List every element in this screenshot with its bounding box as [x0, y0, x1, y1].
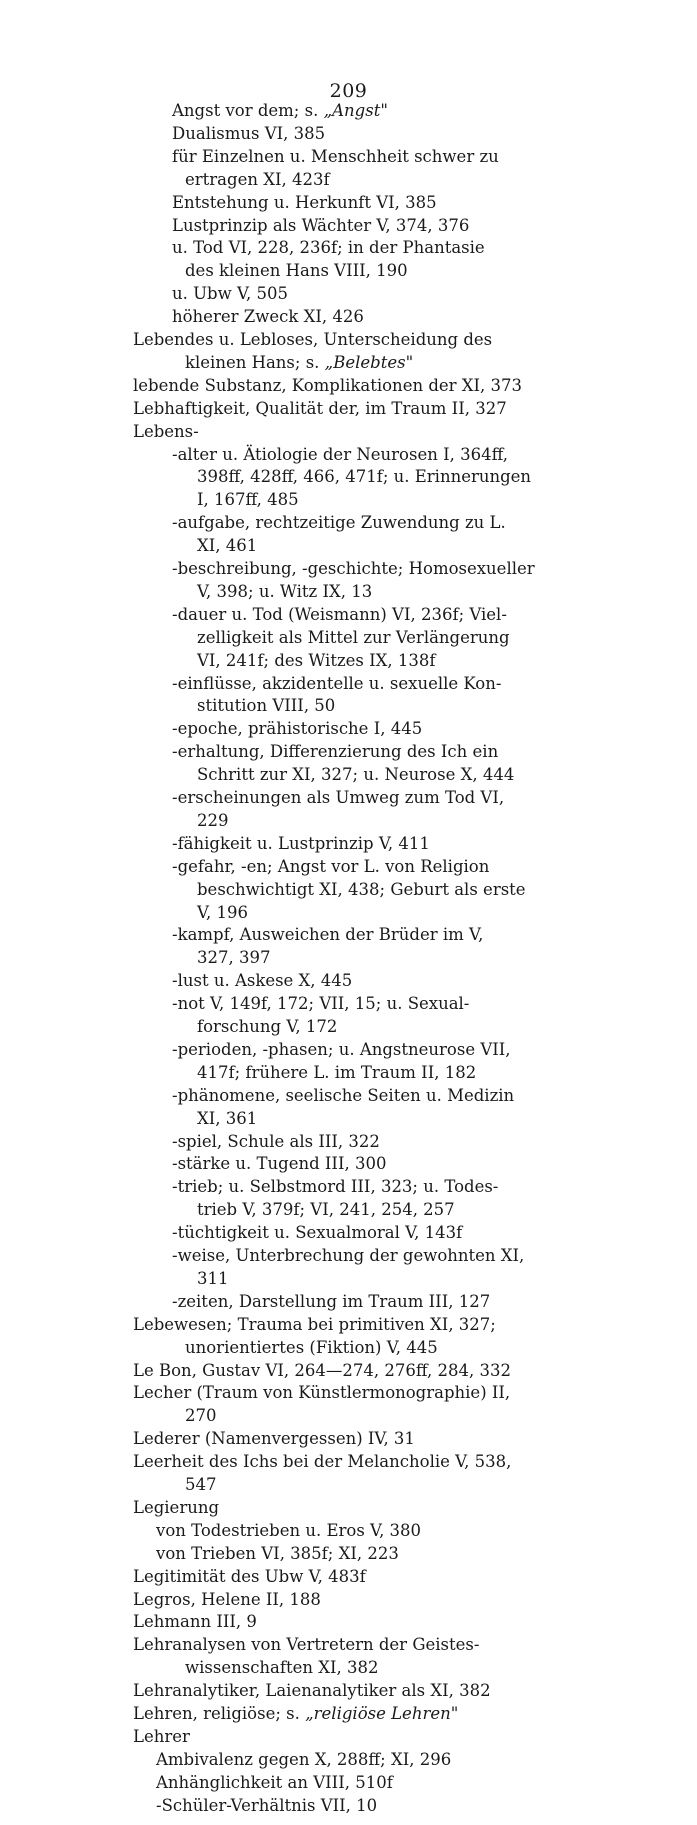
index-line: ertragen XI, 423f: [185, 169, 330, 189]
index-line: u. Ubw V, 505: [172, 284, 288, 304]
index-line: lebende Substanz, Komplikationen der XI, 373: [133, 375, 523, 395]
index-line: Lebhaftigkeit, Qualität der, im Traum II, 327: [133, 398, 507, 418]
index-line: Ambivalenz gegen X, 288ff; XI, 296: [156, 1749, 452, 1769]
index-line: XI, 361: [197, 1108, 258, 1128]
index-line: -beschreibung, -geschichte; Homosexueller: [172, 559, 535, 578]
index-line: 311: [197, 1268, 229, 1288]
index-line: -stärke u. Tugend III, 300: [172, 1154, 387, 1174]
index-line: I, 167ff, 485: [197, 490, 299, 510]
index-line: des kleinen Hans VIII, 190: [185, 261, 408, 281]
index-line: unorientiertes (Fiktion) V, 445: [185, 1337, 438, 1357]
index-line: Lehranalytiker, Laienanalytiker als XI, 382: [133, 1681, 491, 1701]
index-line: Legitimität des Ubw V, 483f: [133, 1566, 366, 1586]
index-line: forschung V, 172: [197, 1017, 338, 1036]
index-line: u. Tod VI, 228, 236f; in der Phantasie: [172, 238, 485, 258]
index-line: zelligkeit als Mittel zur Verlängerung: [197, 627, 510, 647]
index-line: trieb V, 379f; VI, 241, 254, 257: [197, 1200, 455, 1220]
index-line: -zeiten, Darstellung im Traum III, 127: [172, 1291, 491, 1311]
index-line: -trieb; u. Selbstmord III, 323; u. Todes-: [172, 1177, 499, 1197]
index-line: -einflüsse, akzidentelle u. sexuelle Kon-: [172, 673, 502, 693]
index-line: Lederer (Namenvergessen) IV, 31: [133, 1429, 415, 1449]
index-line: -tüchtigkeit u. Sexualmoral V, 143f: [172, 1223, 463, 1243]
index-line: Legierung: [133, 1497, 220, 1517]
index-line: 547: [185, 1475, 217, 1494]
index-line: Lebewesen; Trauma bei primitiven XI, 327;: [133, 1314, 496, 1334]
index-line: Lehrer: [133, 1726, 190, 1746]
index-line: -erscheinungen als Umweg zum Tod VI,: [172, 788, 505, 807]
index-line: -spiel, Schule als III, 322: [172, 1131, 380, 1151]
index-line: -fähigkeit u. Lustprinzip V, 411: [172, 833, 430, 853]
index-line: Angst vor dem; s. „Angst": [172, 101, 388, 120]
index-line: V, 196: [197, 902, 249, 922]
index-line: höherer Zweck XI, 426: [172, 307, 364, 327]
index-line: von Todestrieben u. Eros V, 380: [156, 1520, 422, 1540]
index-line: Lustprinzip als Wächter V, 374, 376: [172, 215, 470, 235]
index-line: -epoche, prähistorische I, 445: [172, 719, 423, 739]
index-line: VI, 241f; des Witzes IX, 138f: [197, 650, 436, 670]
index-line: Legros, Helene II, 188: [133, 1589, 321, 1609]
index-line: -dauer u. Tod (Weismann) VI, 236f; Viel-: [172, 604, 507, 624]
index-line: 398ff, 428ff, 466, 471f; u. Erinnerungen: [197, 467, 532, 487]
index-line: für Einzelnen u. Menschheit schwer zu: [172, 146, 499, 166]
index-line: Lecher (Traum von Künstlermonographie) II,: [133, 1383, 511, 1403]
index-line: -aufgabe, rechtzeitige Zuwendung zu L.: [172, 513, 506, 533]
index-line: -weise, Unterbrechung der gewohnten XI,: [172, 1246, 525, 1265]
index-line: 270: [185, 1406, 217, 1426]
index-line: beschwichtigt XI, 438; Geburt als erste: [197, 879, 526, 899]
index-line: -erhaltung, Differenzierung des Ich ein: [172, 742, 499, 762]
index-line: wissenschaften XI, 382: [185, 1658, 379, 1678]
index-line: -lust u. Askese X, 445: [172, 971, 353, 991]
index-line: -not V, 149f, 172; VII, 15; u. Sexual-: [172, 994, 470, 1014]
index-line: 417f; frühere L. im Traum II, 182: [197, 1062, 477, 1082]
index-line: Dualismus VI, 385: [172, 123, 326, 143]
index-line: Lehranalysen von Vertretern der Geistes-: [133, 1635, 480, 1655]
index-line: XI, 461: [197, 536, 258, 556]
index-line: Lebendes u. Lebloses, Unterscheidung des: [133, 330, 493, 349]
index-line: kleinen Hans; s. „Belebtes": [185, 352, 414, 372]
page-number: 209: [329, 80, 368, 102]
index-line: stitution VIII, 50: [197, 696, 336, 716]
index-line: 327, 397: [197, 948, 271, 968]
index-line: -perioden, -phasen; u. Angstneurose VII,: [172, 1039, 511, 1059]
index-line: Entstehung u. Herkunft VI, 385: [172, 192, 437, 212]
index-line: Lebens-: [133, 421, 199, 441]
index-line: von Trieben VI, 385f; XI, 223: [156, 1543, 399, 1563]
index-line: Le Bon, Gustav VI, 264—274, 276ff, 284, 332: [133, 1360, 511, 1380]
index-line: V, 398; u. Witz IX, 13: [197, 581, 373, 601]
index-line: Anhänglichkeit an VIII, 510f: [156, 1772, 393, 1792]
index-line: -Schüler-Verhältnis VII, 10: [156, 1795, 378, 1815]
index-line: 229: [197, 810, 229, 830]
index-line: -phänomene, seelische Seiten u. Medizin: [172, 1085, 515, 1105]
index-line: -gefahr, -en; Angst vor L. von Religion: [172, 856, 490, 876]
index-line: Schritt zur XI, 327; u. Neurose X, 444: [197, 765, 515, 785]
index-line: Leerheit des Ichs bei der Melancholie V, 538,: [133, 1452, 512, 1472]
index-line: Lehmann III, 9: [133, 1612, 257, 1632]
index-line: Lehren, religiöse; s. „religiöse Lehren": [133, 1704, 459, 1723]
index-line: -kampf, Ausweichen der Brüder im V,: [172, 925, 484, 945]
index-line: -alter u. Ätiologie der Neurosen I, 364ff,: [172, 444, 508, 464]
